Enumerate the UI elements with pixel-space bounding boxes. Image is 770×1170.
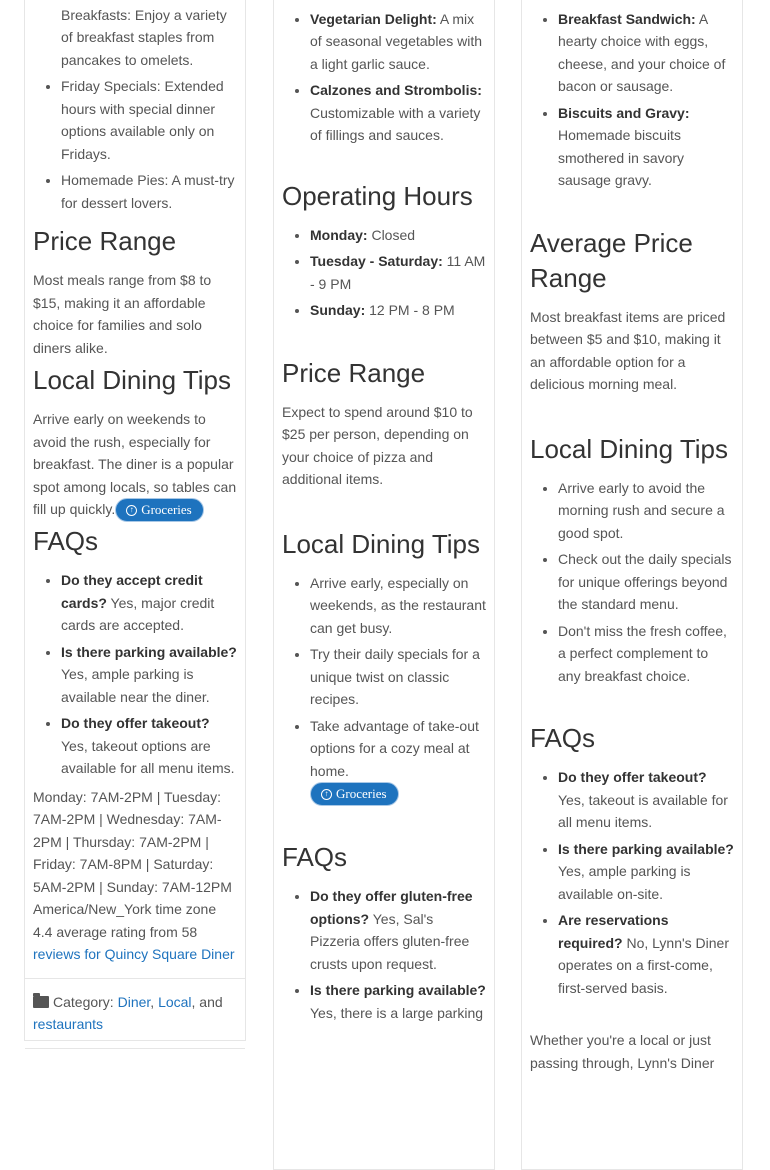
list-item: • Homemade Pies: A must-try for dessert lovers. xyxy=(61,169,237,214)
faq-question: Do they accept credit cards? xyxy=(61,572,203,611)
tip-item: • Arrive early, especially on weekends, as the restaurant can get busy. xyxy=(310,572,486,640)
faq-item xyxy=(558,909,734,999)
item-desc: Customizable with a variety of fillings and sauces. xyxy=(310,104,481,143)
local-dining-tips-heading: Local Dining Tips xyxy=(530,433,728,464)
faq-question: Do they offer takeout? xyxy=(558,769,707,785)
faqs-heading: FAQs xyxy=(530,723,596,753)
price-range-text: Most breakfast items are priced between $5 and $10, making it an affordable option for a delicious morning meal. xyxy=(530,308,726,392)
category-link-diner[interactable]: Diner xyxy=(117,993,151,1010)
tips-list xyxy=(530,477,734,688)
hours-item xyxy=(310,224,486,247)
price-range-heading: Price Range xyxy=(33,226,177,256)
faq-question: Is there parking available? xyxy=(310,982,486,999)
list-item xyxy=(310,0,486,4)
closing-text: Whether you're a local or just passing through, Lynn's Diner xyxy=(530,1032,715,1071)
category-row xyxy=(25,978,245,1049)
hours-time: Closed xyxy=(367,226,416,243)
circle-arrow-up-icon: ↑ xyxy=(321,789,332,800)
item-name: Breakfast Sandwich: xyxy=(558,10,696,27)
faq-answer: Yes, there is a large parking xyxy=(310,1004,484,1021)
category-link-local[interactable]: Local xyxy=(158,993,192,1010)
tip-item: • Don't miss the fresh coffee, a perfect complement to any breakfast choice. xyxy=(558,620,734,688)
hours-day: Sunday: xyxy=(310,302,366,318)
tips-text: Arrive early on weekends to avoid the rush, especially for breakfast. The diner is a popular spot among locals, so tables can fill up quickly. xyxy=(33,411,237,517)
hours-time: 11 AM - 9 PM xyxy=(310,253,486,292)
menu-list xyxy=(282,0,486,147)
list-item xyxy=(558,0,734,4)
local-dining-tips-heading: Local Dining Tips xyxy=(282,528,480,559)
menu-list xyxy=(530,0,734,192)
tip-item: • Try their daily specials for a unique twist on classic recipes. xyxy=(310,643,486,711)
folder-open-icon xyxy=(33,996,49,1008)
faq-question: Are reservations required? xyxy=(558,912,669,951)
item-name: Calzones and Strombolis: xyxy=(310,82,482,98)
faq-item xyxy=(61,641,237,709)
faq-item xyxy=(310,885,486,975)
item-desc: A mix of seasonal vegetables with a light garlic sauce. xyxy=(310,10,482,72)
reviews-link[interactable]: reviews for Quincy Square Diner xyxy=(33,946,235,963)
highlights-list xyxy=(33,0,237,214)
list-item xyxy=(558,8,734,98)
list-item: • Friday Specials: Extended hours with special dinner options available only on Fridays. xyxy=(61,75,237,165)
faqs-heading: FAQs xyxy=(282,842,348,873)
faq-answer: No, Lynn's Diner operates on a first-come, first-served basis. xyxy=(558,934,729,996)
item-name: Vegetarian Delight: xyxy=(310,10,437,27)
category-separator: , and xyxy=(191,993,223,1010)
faq-answer: Yes, major credit cards are accepted. xyxy=(61,594,215,634)
hours-item xyxy=(310,250,486,295)
hours-day: Monday: xyxy=(310,226,368,243)
rating-value: 4.4 average rating from 58 xyxy=(33,923,198,940)
operating-hours-heading: Operating Hours xyxy=(282,180,473,211)
faq-answer: Yes, takeout options are available for all menu items. xyxy=(61,737,235,777)
tip-item: • Arrive early to avoid the morning rush and secure a good spot. xyxy=(558,477,734,545)
groceries-button[interactable] xyxy=(310,782,399,806)
groceries-label: Groceries xyxy=(141,502,192,518)
hours-item xyxy=(310,299,486,322)
category-label: Category: xyxy=(53,993,118,1010)
listing-card-quincy-square-diner xyxy=(24,0,246,1041)
tip-item xyxy=(310,715,486,807)
price-range-text: Expect to spend around $10 to $25 per person, depending on your choice of pizza and additional items. xyxy=(282,403,473,487)
hours-time: 12 PM - 8 PM xyxy=(365,302,455,318)
faq-question: Do they offer gluten-free options? xyxy=(310,888,473,927)
faq-item xyxy=(310,979,486,1024)
list-item: • Breakfasts: Enjoy a variety of breakfast staples from pancakes to omelets. xyxy=(61,0,237,71)
list-item xyxy=(310,79,486,147)
faq-item xyxy=(558,766,734,834)
item-desc: Homemade biscuits smothered in savory sausage gravy. xyxy=(558,127,685,188)
circle-arrow-up-icon: ↑ xyxy=(126,505,137,516)
rating-text xyxy=(33,921,237,966)
tip-item: • Check out the daily specials for unique offerings beyond the standard menu. xyxy=(558,548,734,616)
average-price-range-heading: Average Price Range xyxy=(530,227,693,293)
price-range-text: Most meals range from $8 to $15, making it an affordable choice for families and solo diners alike. xyxy=(33,272,212,356)
faq-question: Is there parking available? xyxy=(558,840,734,857)
hours-list xyxy=(282,224,486,322)
faq-item xyxy=(558,838,734,906)
listing-card-lynns-diner xyxy=(521,0,743,1170)
tips-list xyxy=(282,572,486,807)
groceries-label: Groceries xyxy=(336,786,387,802)
local-dining-tips-text xyxy=(33,408,237,522)
opening-hours-text: Monday: 7AM-2PM | Tuesday: 7AM-2PM | Wednesday: 7AM-2PM | Thursday: 7AM-2PM | Friday: 7AM-8PM | Saturday: 5AM-2PM | Sunday: 7AM-12PM America/New_York time zone xyxy=(33,788,232,918)
item-name: Biscuits and Gravy: xyxy=(558,104,690,121)
listing-card-sals-pizzeria xyxy=(273,0,495,1170)
faq-answer: Yes, takeout is available for all menu items. xyxy=(558,791,728,830)
groceries-button[interactable] xyxy=(115,498,204,522)
faq-answer: Yes, ample parking is available near the diner. xyxy=(61,666,210,705)
tip-text: Take advantage of take-out options for a cozy meal at home. xyxy=(310,717,479,779)
faq-question: Do they offer takeout? xyxy=(61,715,210,732)
faq-question: Is there parking available? xyxy=(61,643,237,660)
list-item xyxy=(310,8,486,76)
faqs-heading: FAQs xyxy=(33,526,99,557)
faq-list xyxy=(530,766,734,999)
faq-list xyxy=(282,885,486,1024)
faq-item xyxy=(61,712,237,780)
faq-answer: Yes, ample parking is available on-site. xyxy=(558,863,691,902)
faq-list xyxy=(33,569,237,780)
item-desc: A hearty choice with eggs, cheese, and your choice of bacon or sausage. xyxy=(558,10,726,94)
local-dining-tips-heading: Local Dining Tips xyxy=(33,365,231,395)
price-range-heading: Price Range xyxy=(282,357,426,388)
faq-item xyxy=(61,569,237,637)
hours-day: Tuesday - Saturday: xyxy=(310,253,443,269)
category-link-restaurants[interactable]: restaurants xyxy=(33,1016,104,1033)
list-item xyxy=(558,102,734,192)
faq-answer: Yes, Sal's Pizzeria offers gluten-free crusts upon request. xyxy=(310,910,470,972)
category-separator: , xyxy=(150,993,159,1010)
